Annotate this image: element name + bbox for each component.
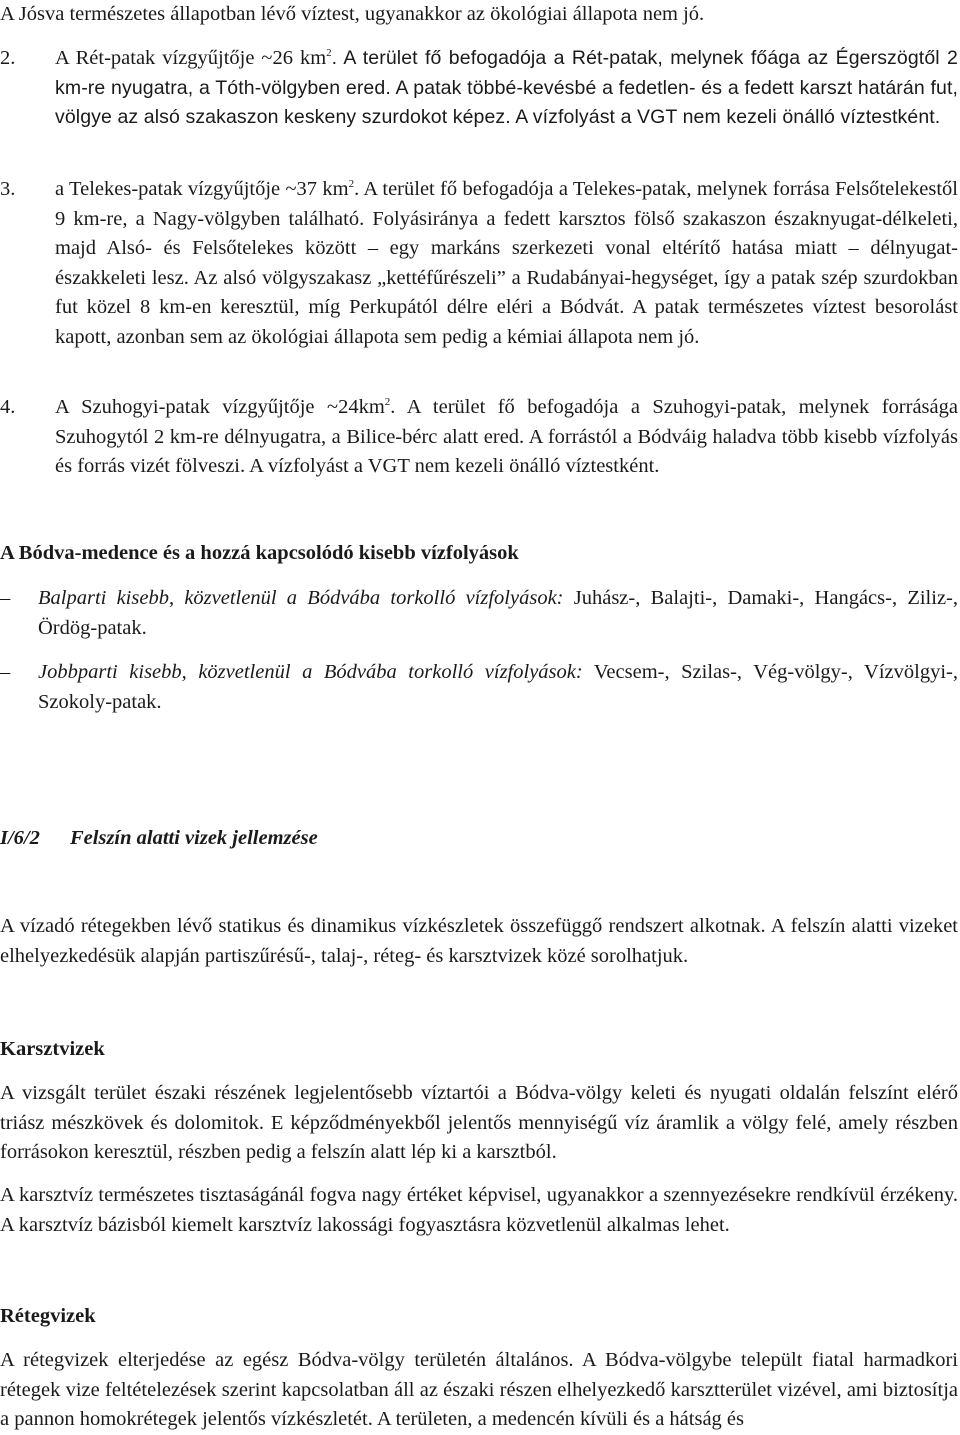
bodva-item-label: Balparti kisebb, közvetlenül a Bódvába torkolló vízfolyások: [38,587,564,609]
list-number: 2. [0,47,16,69]
list-item-ret-patak [0,44,958,133]
list-text-start: A Szuhogyi-patak vízgyűjtője ~24km [55,396,385,418]
list-text-start: a Telekes-patak vízgyűjtője ~37 km [55,178,349,200]
list-text-start: A Rét-patak vízgyűjtője ~26 km [55,47,327,69]
intro-text: A Jósva természetes állapotban lévő víztest, ugyanakkor az ökológiai állapota nem jó. [0,3,705,25]
dash-bullet: – [0,661,11,683]
list-item-telekes-patak [0,175,958,352]
karszt-paragraph-2: A karsztvíz természetes tisztaságánál fogva nagy értéket képvisel, ugyanakkor a szennyezésekre rendkívül érzékeny. A karsztvíz bázisból kiemelt karsztvíz lakossági fogyasztásra közvetlenül alkalmas lehet. [0,1184,958,1236]
subsection-code: I/6/2 [0,827,40,849]
bodva-list-item-right [0,658,958,717]
list-number: 3. [0,178,16,200]
reteg-paragraph-1: A rétegvizek elterjedése az egész Bódva-völgy területén általános. A Bódva-völgybe települt fiatal harmadkori rétegek vize feltételezések szerint kapcsolatban áll az északi részen elhelyezkedő karsztterület vizével, ami biztosítja a pannon homokrétegek jelentős vízkészletét. A területen, a medencén kívüli és a hátság és [0,1349,958,1430]
heading-retegvizek: Rétegvizek [0,1305,96,1327]
karszt-paragraph-1: A vizsgált terület északi részének legjelentősebb víztartói a Bódva-völgy keleti és nyugati oldalán felszínt elérő triász mészkövek és dolomitok. E képződményekből jelentős mennyiségű víz áramlik a völgy felé, amely részben forrásokon keresztül, részben pedig a felszín alatt lép ki a karsztból. [0,1082,958,1163]
superscript: 2 [326,47,332,60]
bodva-item-text: Vecsem-, Szilas-, Vég-völgy-, Vízvölgyi-, Szokoly-patak. [38,661,958,713]
subsection-title: Felszín alatti vizek jellemzése [70,827,318,849]
intro-paragraph [0,0,958,30]
bodva-item-text: Juhász-, Balajti-, Damaki-, Hangács-, Ziliz-, Ördög-patak. [38,587,958,639]
list-text-rest: . A terület fő befogadója a Szuhogyi-patak, melynek forrásága Szuhogytól 2 km-re délnyugatra, a Bilice-bérc alatt ered. A forrástól a Bódváig haladva több kisebb vízfolyás és forrás vizét fölveszi. A vízfolyást a VGT nem kezeli önálló víztestként. [55,396,958,477]
list-text-rest: . A terület fő befogadója a Rét-patak, melynek főága az Égerszögtől 2 km-re nyugatra, a Tóth-völgyben ered. A patak többé-kevésbé a fedetlen- és a fedett karszt határán fut, völgye az alsó szakaszon keskeny szurdokot képez. A vízfolyást a VGT nem kezeli önálló víztestként. [55,47,958,128]
heading-karsztvizek: Karsztvizek [0,1038,105,1060]
bodva-list-item-left [0,584,958,643]
list-text-rest: . A terület fő befogadója a Telekes-patak, melynek forrása Felsőtelekestől 9 km-re, a Nagy-völgyben található. Folyásiránya a fedett karsztos fölső szakaszon északnyugat-délkeleti, majd Alsó- és Felsőtelekes között – egy markáns szerkezeti vonal eltérítő hatása miatt – délnyugat-északkeleti lesz. Az alsó völgyszakasz „kettéfűrészeli” a Rudabányai-hegységet, így a patak szép szurdokban fut közel 8 km-en keresztül, míg Perkupától délre eléri a Bódvát. A patak természetes víztest besorolást kapott, azonban sem az ökológiai állapota sem pedig a kémiai állapota nem jó. [55,178,958,348]
list-item-szuhogyi-patak [0,393,958,482]
subsection-heading [0,824,958,854]
superscript: 2 [384,396,391,409]
dash-bullet: – [0,587,11,609]
subsection-paragraph: A vízadó rétegekben lévő statikus és dinamikus vízkészletek összefüggő rendszert alkotnak. A felszín alatti vizeket elhelyezkedésük alapján partiszűrésű-, talaj-, réteg- és karsztvizek közé sorolhatjuk. [0,915,958,967]
list-number: 4. [0,396,16,418]
bodva-item-label: Jobbparti kisebb, közvetlenül a Bódvába torkolló vízfolyások: [38,661,583,683]
section-title-bodva: A Bódva-medence és a hozzá kapcsolódó kisebb vízfolyások [0,542,519,564]
superscript: 2 [348,178,355,191]
